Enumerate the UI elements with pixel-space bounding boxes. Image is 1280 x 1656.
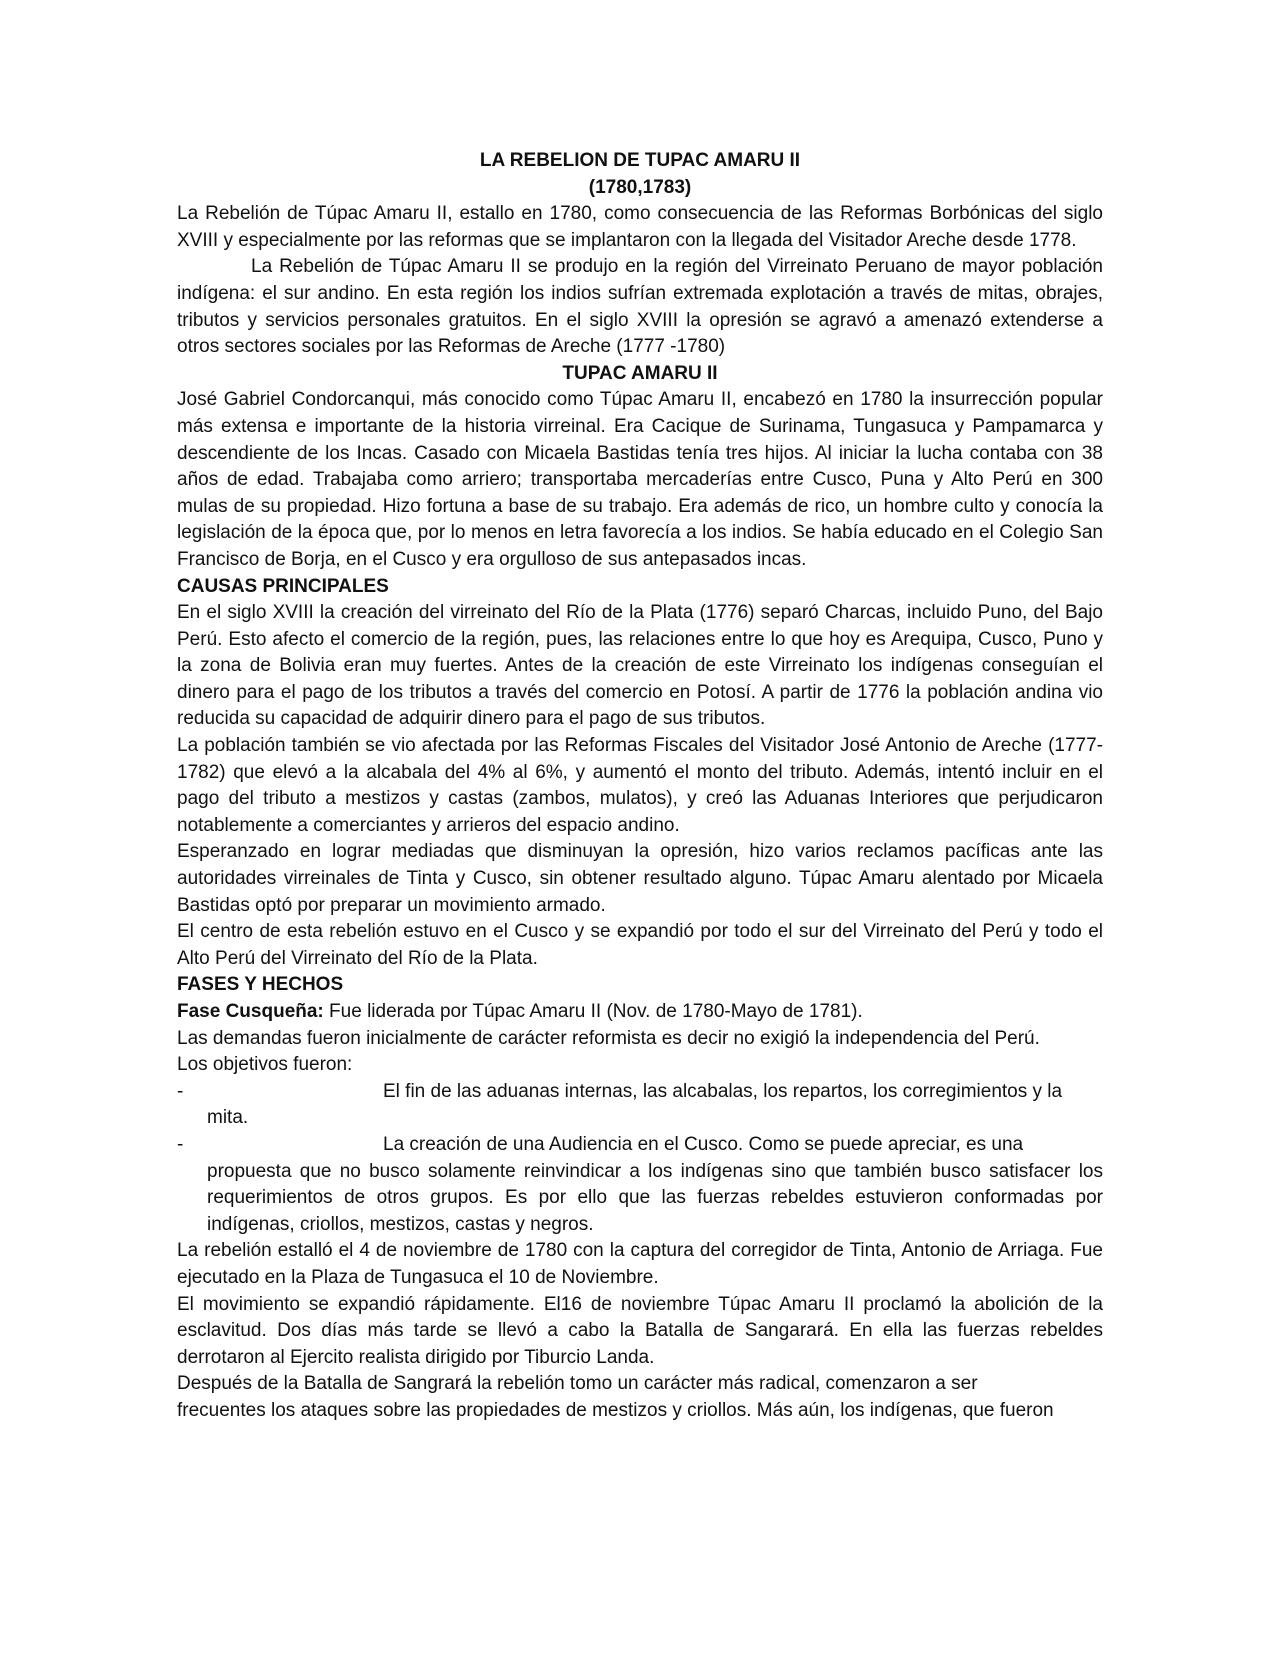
list-item [177, 1079, 1103, 1132]
causas-paragraph-3: Esperanzado en lograr mediadas que disminuyan la opresión, hizo varios reclamos pacíficas ante las autoridades virreinales de Tinta y Cusco, sin obtener resultado alguno. Túpac Amaru alentado por Micaela Bastidas optó por preparar un movimiento armado. [177, 841, 1103, 916]
document-title: LA REBELION DE TUPAC AMARU II [479, 150, 801, 171]
final-paragraph-line-1: Después de la Batalla de Sangrará la rebelión tomo un carácter más radical, comenzaron a ser [177, 1373, 978, 1395]
list-item [177, 1132, 1103, 1238]
intro-paragraph-1: La Rebelión de Túpac Amaru II, estallo en 1780, como consecuencia de las Reformas Borbónicas del siglo XVIII y especialmente por las reformas que se implantaron con la llegada del Visitador Areche desde 1778. [177, 203, 1103, 251]
tupac-paragraph: José Gabriel Condorcanqui, más conocido como Túpac Amaru II, encabezó en 1780 la insurrección popular más extensa e importante de la historia virreinal. Era Cacique de Surinama, Tungasuca y Pampamarca y descendiente de los Incas. Casado con Micaela Bastidas tenía tres hijos. Al iniciar la lucha contaba con 38 años de edad. Trabajaba como arriero; transportaba mercaderías entre Cusco, Puna y Alto Perú en 300 mulas de su propiedad. Hizo fortuna a base de su trabajo. Era además de rico, un hombre culto y conocía la legislación de la época que, por lo menos en letra favorecía a los indios. Se había educado en el Colegio San Francisco de Borja, en el Cusco y era orgulloso de sus antepasados incas. [177, 389, 1103, 570]
demands-paragraph: Las demandas fueron inicialmente de carácter reformista es decir no exigió la independencia del Perú. [177, 1027, 1040, 1049]
final-paragraph-line-2: frecuentes los ataques sobre las propiedades de mestizos y criollos. Más aún, los indígenas, que fueron [177, 1399, 1054, 1421]
fase-cusquena-label: Fase Cusqueña: [177, 1001, 324, 1022]
document-page [177, 148, 1103, 1425]
causas-paragraph-1: En el siglo XVIII la creación del virreinato del Río de la Plata (1776) separó Charcas, incluido Puno, del Bajo Perú. Esto afecto el comercio de la región, pues, las relaciones entre lo que hoy es Arequipa, Cusco, Puno y la zona de Bolivia eran muy fuertes. Antes de la creación de este Virreinato los indígenas conseguían el dinero para el pago de los tributos a través del comercio en Potosí. A partir de 1776 la población andina vio reducida su capacidad de adquirir dinero para el pago de sus tributos. [177, 602, 1103, 730]
objectives-intro: Los objetivos fueron: [177, 1054, 353, 1076]
section-heading-tupac: TUPAC AMARU II [562, 362, 718, 384]
list-item-first-line: La creación de una Audiencia en el Cusco. Como se puede apreciar, es una [383, 1133, 1024, 1155]
fase-cusquena-text: Fue liderada por Túpac Amaru II (Nov. de 1780-Mayo de 1781). [323, 1001, 863, 1022]
bullet-dash: - [177, 1080, 184, 1102]
intro-paragraph-2: La Rebelión de Túpac Amaru II se produjo en la región del Virreinato Peruano de mayor población indígena: el sur andino. En esta región los indios sufrían extremada explotación a través de mitas, obrajes, tributos y servicios personales gratuitos. En el siglo XVIII la opresión se agravó a amenazó extenderse a otros sectores sociales por las Reformas de Areche (1777 -1780) [177, 256, 1103, 358]
causas-paragraph-4: El centro de esta rebelión estuvo en el Cusco y se expandió por todo el sur del Virreinato del Perú y todo el Alto Perú del Virreinato del Río de la Plata. [177, 921, 1103, 969]
list-item-continuation: mita. [207, 1107, 249, 1129]
section-heading-causas: CAUSAS PRINCIPALES [177, 575, 389, 597]
fase-cusquena-line [177, 999, 1103, 1026]
list-item-first-line: El fin de las aduanas internas, las alcabalas, los repartos, los corregimientos y la [383, 1080, 1063, 1102]
bullet-dash: - [177, 1133, 184, 1155]
section-heading-fases: FASES Y HECHOS [177, 974, 344, 996]
fases-paragraph-1: La rebelión estalló el 4 de noviembre de 1780 con la captura del corregidor de Tinta, Antonio de Arriaga. Fue ejecutado en la Plaza de Tungasuca el 10 de Noviembre. [177, 1240, 1103, 1288]
causas-paragraph-2: La población también se vio afectada por las Reformas Fiscales del Visitador José Antonio de Areche (1777-1782) que elevó a la alcabala del 4% al 6%, y aumentó el monto del tributo. Además, intentó incluir en el pago del tributo a mestizos y castas (zambos, mulatos), y creó las Aduanas Interiores que perjudicaron notablemente a comerciantes y arrieros del espacio andino. [177, 735, 1103, 836]
fases-paragraph-2: El movimiento se expandió rápidamente. El16 de noviembre Túpac Amaru II proclamó la abolición de la esclavitud. Dos días más tarde se llevó a cabo la Batalla de Sangarará. En ella las fuerzas rebeldes derrotaron al Ejercito realista dirigido por Tiburcio Landa. [177, 1293, 1103, 1368]
list-item-body [207, 1079, 1103, 1132]
list-item-continuation: propuesta que no busco solamente reinvindicar a los indígenas sino que también busco satisfacer los requerimientos de otros grupos. Es por ello que las fuerzas rebeldes estuvieron conformadas por indígenas, criollos, mestizos, castas y negros. [207, 1160, 1103, 1235]
list-item-body [207, 1132, 1103, 1238]
document-subtitle: (1780,1783) [588, 176, 692, 198]
